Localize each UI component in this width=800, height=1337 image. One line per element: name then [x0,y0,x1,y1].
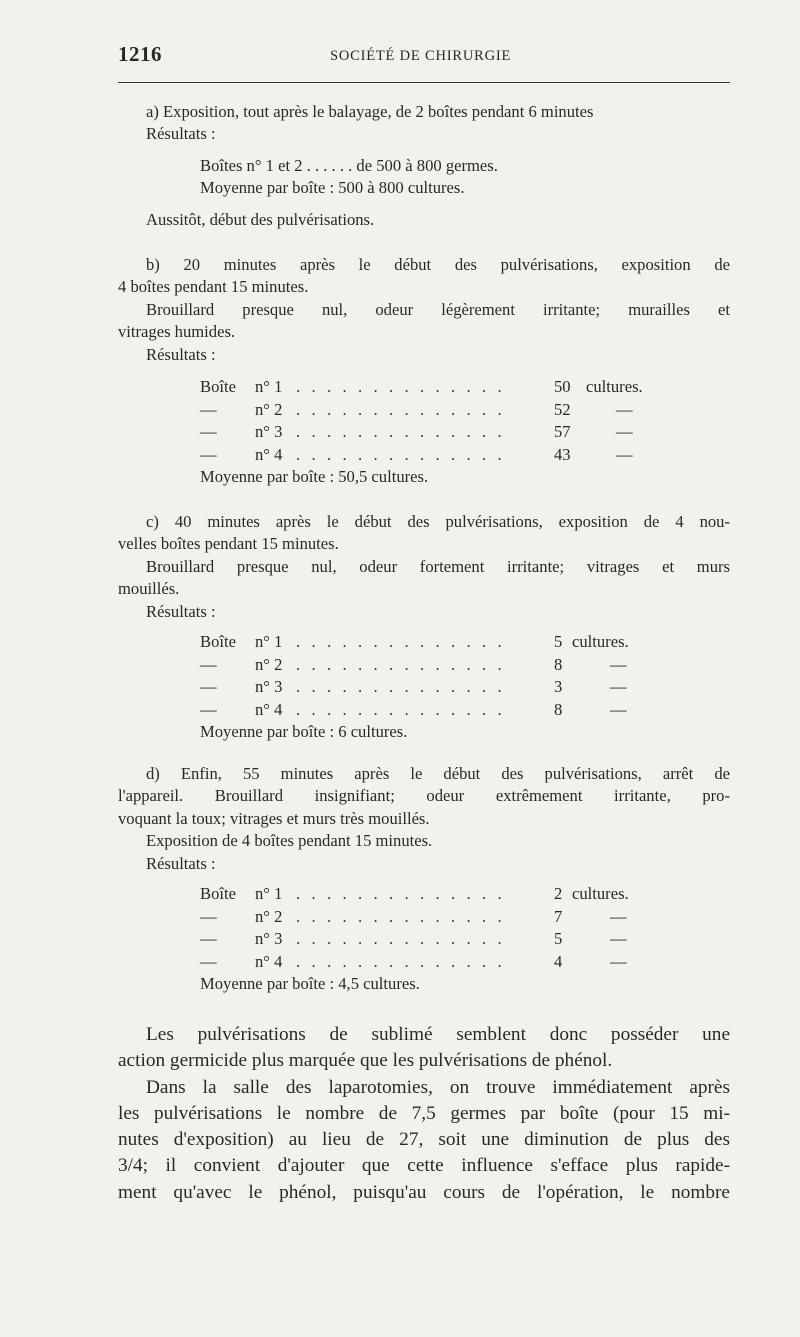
row-box-number: n° 4 [255,444,283,464]
leader-dots: . . . . . . . . . . . . . . [296,422,506,442]
result-row [200,399,690,422]
row-box-number: n° 3 [255,422,283,442]
row-label: Boîte [200,884,236,904]
row-unit: — [616,444,633,464]
section-d-average: Moyenne par boîte : 4,5 cultures. [200,974,420,994]
section-c-resultats: Résultats : [146,601,216,621]
row-label: — [200,677,217,697]
row-value: 3 [554,677,563,697]
section-a-result-line-2: Moyenne par boîte : 500 à 800 cultures. [200,178,465,198]
row-label: — [200,929,217,949]
section-c-paragraph-line-1: c) 40 minutes après le début des pulvérisations, exposition de 4 nou- [146,512,730,531]
row-box-number: n° 1 [255,632,283,652]
body-paragraph-2-line-5: ment qu'avec le phénol, puisqu'au cours de l'opération, le nombre [118,1181,730,1203]
section-a [118,101,730,231]
body-paragraph-2-line-3: nutes d'exposition) au lieu de 27, soit une diminution de plus des [118,1129,730,1151]
row-value: 43 [554,444,571,464]
section-c-fog-line-1: Brouillard presque nul, odeur fortement irritante; vitrages et murs [146,556,730,576]
row-box-number: n° 2 [255,654,283,674]
leader-dots: . . . . . . . . . . . . . . [296,399,506,419]
row-unit: cultures. [572,884,629,904]
section-d-results-list [200,883,690,973]
result-row [200,376,690,399]
body-text [118,1022,730,1206]
header-rule [118,82,730,83]
row-value: 8 [554,699,563,719]
row-label: Boîte [200,377,236,397]
result-row [200,444,690,467]
row-box-number: n° 1 [255,884,283,904]
section-a-lead: a) Exposition, tout après le balayage, de 2 boîtes pendant 6 minutes [146,102,594,121]
result-row [200,631,690,654]
result-row [200,699,690,722]
row-unit: — [610,929,627,949]
section-b-fog-line-2: vitrages humides. [118,322,236,342]
row-label: — [200,906,217,926]
row-box-number: n° 1 [255,377,283,397]
row-value: 5 [554,632,563,652]
leader-dots: . . . . . . . . . . . . . . [296,677,506,697]
row-label: — [200,444,217,464]
body-paragraph-1-line-1: Les pulvérisations de sublimé semblent donc posséder une [146,1024,730,1045]
page-header [118,40,730,70]
result-row [200,906,690,929]
section-c-results-list [200,631,690,721]
leader-dots: . . . . . . . . . . . . . . [296,654,506,674]
result-row [200,421,690,444]
row-value: 52 [554,399,571,419]
row-unit: — [610,951,627,971]
row-unit: cultures. [572,632,629,652]
result-row [200,654,690,677]
section-d-paragraph-line-2: l'appareil. Brouillard insignifiant; odeur extrêmement irritante, pro- [118,786,730,806]
row-box-number: n° 3 [255,929,283,949]
row-value: 7 [554,906,563,926]
running-title: SOCIÉTÉ DE CHIRURGIE [330,48,512,64]
row-unit: cultures. [586,377,643,397]
section-d-resultats: Résultats : [146,853,216,873]
row-box-number: n° 4 [255,699,283,719]
section-d [118,763,730,996]
row-unit: — [610,699,627,719]
result-row [200,883,690,906]
result-row [200,928,690,951]
section-c-paragraph-line-2: velles boîtes pendant 15 minutes. [118,534,339,554]
row-label: — [200,951,217,971]
row-unit: — [610,677,627,697]
result-row [200,951,690,974]
section-b-fog-line-1: Brouillard presque nul, odeur légèrement irritante; murailles et [146,299,730,319]
row-box-number: n° 4 [255,951,283,971]
page-number: 1216 [118,42,162,66]
row-value: 8 [554,654,563,674]
leader-dots: . . . . . . . . . . . . . . [296,884,506,904]
section-b-average: Moyenne par boîte : 50,5 cultures. [200,467,429,487]
section-a-result-line-1: Boîtes n° 1 et 2 . . . . . . de 500 à 800 germes. [200,155,498,175]
leader-dots: . . . . . . . . . . . . . . [296,699,506,719]
row-unit: — [616,422,633,442]
row-value: 4 [554,951,563,971]
row-box-number: n° 2 [255,399,283,419]
leader-dots: . . . . . . . . . . . . . . [296,377,506,397]
row-label: — [200,699,217,719]
section-d-paragraph-line-1: d) Enfin, 55 minutes après le début des pulvérisations, arrêt de [146,764,730,783]
leader-dots: . . . . . . . . . . . . . . [296,632,506,652]
row-unit: — [610,906,627,926]
section-b-results-list [200,376,690,466]
body-paragraph-1-line-2: action germicide plus marquée que les pulvérisations de phénol. [118,1050,613,1072]
leader-dots: . . . . . . . . . . . . . . [296,444,506,464]
result-row [200,676,690,699]
section-b-paragraph-line-2: 4 boîtes pendant 15 minutes. [118,277,309,297]
row-unit: — [610,654,627,674]
section-b [118,254,730,489]
body-paragraph-2-line-1: Dans la salle des laparotomies, on trouve immédiatement après [146,1076,730,1098]
row-label: — [200,399,217,419]
section-d-paragraph-line-3: voquant la toux; vitrages et murs très mouillés. [118,808,430,828]
section-d-exposure: Exposition de 4 boîtes pendant 15 minutes. [146,831,433,851]
section-c [118,511,730,744]
row-unit: — [616,399,633,419]
leader-dots: . . . . . . . . . . . . . . [296,951,506,971]
row-value: 57 [554,422,571,442]
body-paragraph-2-line-4: 3/4; il convient d'ajouter que cette influence s'efface plus rapide- [118,1155,730,1177]
row-value: 5 [554,929,563,949]
row-label: — [200,422,217,442]
row-box-number: n° 3 [255,677,283,697]
section-c-fog-line-2: mouillés. [118,579,180,599]
row-label: — [200,654,217,674]
row-box-number: n° 2 [255,906,283,926]
section-b-resultats: Résultats : [146,344,216,364]
leader-dots: . . . . . . . . . . . . . . [296,906,506,926]
body-paragraph-2-line-2: les pulvérisations le nombre de 7,5 germes par boîte (pour 15 mi- [118,1102,730,1124]
section-c-average: Moyenne par boîte : 6 cultures. [200,722,408,742]
section-b-paragraph-line-1: b) 20 minutes après le début des pulvérisations, exposition de [146,255,730,274]
leader-dots: . . . . . . . . . . . . . . [296,929,506,949]
row-value: 50 [554,377,571,397]
section-a-resultats: Résultats : [146,124,216,144]
row-label: Boîte [200,632,236,652]
row-value: 2 [554,884,563,904]
section-a-after: Aussitôt, début des pulvérisations. [146,209,375,229]
